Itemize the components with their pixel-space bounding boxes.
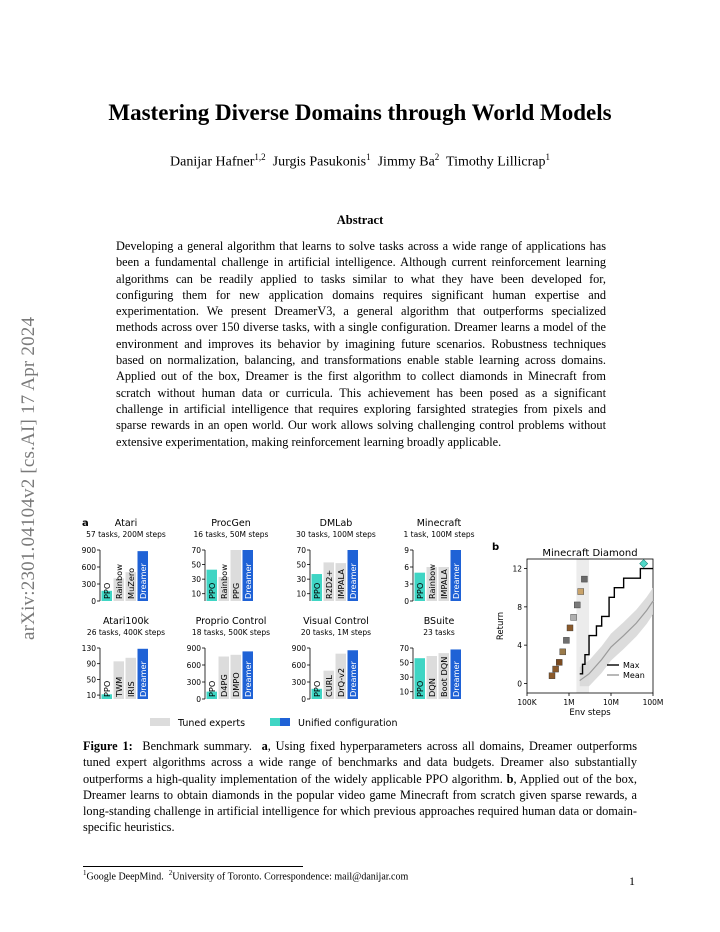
y-tick-label: 10 xyxy=(191,589,201,599)
abstract-text: Developing a general algorithm that learns to solve tasks across a wide range of applications has been a fundamental challenge in artificial intelligence. Although current reinforcement learning algorithms can be readily applied to tasks similar to what they have been developed for, configuring them for new application domains requires significant human expertise and experimentation. We present DreamerV3, a general algorithm that outperforms specialized methods across over 150 diverse tasks, with a single configuration. Dreamer learns a model of the environment and improves its behavior by imagining future scenarios. Robustness techniques based on normalization, balancing, and transformations enable stable learning across domains. Applied out of the box, Dreamer is the first algorithm to collect diamonds in Minecraft from scratch without human data or curricula. This achievement has been posed as a significant challenge in artificial intelligence that requires exploring farsighted strategies from pixels and sparse rewards in an open world. Our work allows solving challenging control problems without extensive experimentation, making reinforcement learning broadly applicable. xyxy=(116,239,606,449)
bar-label: TWM xyxy=(113,676,124,697)
chart-subtitle: 57 tasks, 200M steps xyxy=(86,530,166,539)
paper-title: Mastering Diverse Domains through World Models xyxy=(108,100,612,125)
panel-b-label: b xyxy=(492,542,500,553)
y-tick-label: 9 xyxy=(404,546,409,555)
y-tick-label: 0 xyxy=(91,597,96,606)
bar-label: Dreamer xyxy=(347,661,358,697)
bar-chart-panel xyxy=(292,616,371,704)
bar-label: PPG xyxy=(230,582,241,599)
bar-label: MuZero xyxy=(125,567,136,599)
caption-b-label: b xyxy=(506,771,514,786)
minecraft-item-icon xyxy=(563,637,569,643)
y-tick-label: 600 xyxy=(81,563,96,572)
minecraft-item-icon xyxy=(556,659,562,665)
bar-label: Dreamer xyxy=(242,563,253,599)
bar-chart-panel xyxy=(191,518,268,601)
bar-label: PPO xyxy=(414,680,425,697)
footnote-mark: 2 xyxy=(168,869,173,877)
bar-label: CURL xyxy=(323,675,334,697)
y-tick-label: 10 xyxy=(399,687,409,697)
footnote-affiliation: University of Toronto. Correspondence: mail@danijar.com xyxy=(172,871,409,883)
benchmark-bar-charts xyxy=(82,518,475,704)
y-tick-label: 12 xyxy=(512,564,522,574)
abstract-heading: Abstract xyxy=(336,213,384,227)
chart-title: Minecraft Diamond xyxy=(542,548,638,559)
y-tick-label: 4 xyxy=(517,641,522,651)
chart-subtitle: 18 tasks, 500K steps xyxy=(191,628,271,637)
footnote xyxy=(83,869,408,882)
minecraft-item-icon xyxy=(571,614,577,620)
bar-label: PPO xyxy=(206,582,217,599)
author-list xyxy=(0,152,720,171)
x-tick-label: 100M xyxy=(642,698,664,707)
legend-swatch-dreamer xyxy=(280,718,290,726)
caption-b-text: , Applied out of the box, Dreamer learns to obtain diamonds in the popular video game Minecraft from scratch given sparse rewards, a long-standing challenge in artificial intelligence for which previous approaches required human data or domain-specific heuristics. xyxy=(83,771,637,835)
bar-chart-panel xyxy=(296,518,376,601)
y-tick-label: 50 xyxy=(399,658,409,668)
bar-label: Dreamer xyxy=(347,563,358,599)
bar-label: Dreamer xyxy=(450,661,461,697)
y-tick-label: 90 xyxy=(86,659,96,669)
bar-chart-panel xyxy=(399,616,461,699)
bar-chart-panel xyxy=(82,616,165,700)
bar-label: PPO xyxy=(311,582,322,599)
figure-caption xyxy=(83,738,637,836)
y-tick-label: 30 xyxy=(191,575,201,585)
chart-subtitle: 20 tasks, 1M steps xyxy=(300,628,372,637)
y-tick-label: 130 xyxy=(81,644,96,653)
y-tick-label: 70 xyxy=(296,546,306,555)
legend-swatch-tuned xyxy=(150,718,170,726)
minecraft-item-icon xyxy=(578,589,584,595)
bar-label: Dreamer xyxy=(450,563,461,599)
y-tick-label: 0 xyxy=(404,597,409,606)
legend-label-tuned: Tuned experts xyxy=(178,718,246,729)
author-affiliation: 1 xyxy=(366,152,371,162)
y-tick-label: 3 xyxy=(404,580,409,589)
author-affiliation: 2 xyxy=(434,152,440,162)
diamond-icon xyxy=(640,560,648,568)
x-tick-label: 100K xyxy=(517,698,537,707)
bar-label: Rainbow xyxy=(218,564,229,599)
legend-label: Mean xyxy=(623,671,645,680)
y-tick-label: 300 xyxy=(81,580,96,589)
y-tick-label: 6 xyxy=(404,563,409,572)
bar-label: Rainbow xyxy=(426,564,437,599)
footnote-rule xyxy=(83,866,303,867)
author-name: Danijar Hafner xyxy=(170,154,255,170)
y-tick-label: 600 xyxy=(186,661,201,670)
caption-lead: Benchmark summary. xyxy=(142,739,252,753)
footnote-mark: 1 xyxy=(83,869,87,877)
y-tick-label: 300 xyxy=(291,678,306,687)
arxiv-identifier: arXiv:2301.04104v2 [cs.AI] 17 Apr 2024 xyxy=(18,316,39,640)
bar-label: Dreamer xyxy=(137,563,148,599)
legend-swatch-unified xyxy=(270,718,280,726)
x-tick-label: 1M xyxy=(563,698,575,707)
minecraft-item-icon xyxy=(567,625,573,631)
figure-legend xyxy=(150,718,398,729)
y-tick-label: 600 xyxy=(291,661,306,670)
footnote-affiliation: Google DeepMind. xyxy=(86,871,164,883)
bar-label: DMPO xyxy=(230,672,241,697)
y-tick-label: 900 xyxy=(81,546,96,555)
y-tick-label: 70 xyxy=(399,644,409,653)
page-number: 1 xyxy=(629,874,635,888)
bar-label: IMPALA xyxy=(438,569,449,599)
chart-title: Proprio Control xyxy=(195,616,267,627)
bar-label: PPO xyxy=(414,582,425,599)
y-tick-label: 0 xyxy=(301,695,306,704)
bar-label: Rainbow xyxy=(113,564,124,599)
bar-label: R2D2+ xyxy=(323,569,334,599)
y-tick-label: 50 xyxy=(86,675,96,685)
y-tick-label: 50 xyxy=(191,560,201,570)
y-tick-label: 10 xyxy=(86,691,96,701)
x-axis-label: Env steps xyxy=(569,708,611,718)
author-affiliation: 1 xyxy=(545,152,550,162)
bar-label: D4PG xyxy=(218,674,229,697)
caption-label: Figure 1: xyxy=(83,739,133,753)
y-tick-label: 300 xyxy=(186,678,201,687)
minecraft-item-icon xyxy=(574,602,580,608)
author-name: Jurgis Pasukonis xyxy=(272,154,367,170)
author-name: Timothy Lillicrap xyxy=(446,154,546,170)
chart-subtitle: 30 tasks, 100M steps xyxy=(296,530,376,539)
bar-label: PPO xyxy=(206,680,217,697)
bar-label: IRIS xyxy=(125,681,136,697)
panel-a-label: a xyxy=(82,518,89,529)
chart-subtitle: 26 tasks, 400K steps xyxy=(86,628,166,637)
y-tick-label: 10 xyxy=(296,589,306,599)
chart-subtitle: 16 tasks, 50M steps xyxy=(193,530,269,539)
bar-label: PPO xyxy=(311,680,322,697)
bar-label: DrQ-v2 xyxy=(335,667,346,697)
bar-label: PPO xyxy=(101,582,112,599)
chart-title: DMLab xyxy=(319,518,353,529)
y-tick-label: 70 xyxy=(191,546,201,555)
bar-label: Boot DQN xyxy=(438,656,449,697)
bar-chart-panel xyxy=(82,518,166,606)
chart-title: Visual Control xyxy=(303,616,369,627)
chart-subtitle: 1 task, 100M steps xyxy=(403,530,475,539)
minecraft-item-icon xyxy=(553,666,559,672)
minecraft-item-icon xyxy=(549,673,555,679)
y-tick-label: 0 xyxy=(196,695,201,704)
y-tick-label: 30 xyxy=(296,575,306,585)
y-tick-label: 900 xyxy=(186,644,201,653)
caption-a-label: a xyxy=(261,739,268,753)
bar-label: Dreamer xyxy=(242,661,253,697)
chart-title: ProcGen xyxy=(211,518,251,529)
minecraft-diamond-chart xyxy=(496,548,663,718)
chart-title: BSuite xyxy=(423,616,455,627)
y-tick-label: 8 xyxy=(517,602,522,612)
author-name: Jimmy Ba xyxy=(377,154,435,170)
bar-label: IMPALA xyxy=(335,569,346,599)
minecraft-item-icon xyxy=(581,576,587,582)
y-tick-label: 30 xyxy=(399,673,409,683)
chart-title: Atari100k xyxy=(102,616,150,627)
chart-title: Atari xyxy=(114,518,138,529)
bar-label: Dreamer xyxy=(137,661,148,697)
author-affiliation: 1,2 xyxy=(254,152,266,162)
x-tick-label: 10M xyxy=(602,698,620,707)
y-tick-label: 900 xyxy=(291,644,306,653)
y-axis-label: Return xyxy=(496,611,506,641)
legend-label-unified: Unified configuration xyxy=(298,718,398,729)
y-tick-label: 50 xyxy=(296,560,306,570)
bar-chart-panel xyxy=(187,616,270,704)
bar-chart-panel xyxy=(403,518,474,606)
y-tick-label: 0 xyxy=(517,679,522,689)
figure-1 xyxy=(80,512,664,737)
legend-label: Max xyxy=(623,661,640,670)
bar-label: DQN xyxy=(426,678,437,697)
bar-label: PPO xyxy=(101,680,112,697)
minecraft-item-icon xyxy=(560,649,566,655)
caption-a-text: , Using fixed hyperparameters across all domains, Dreamer outperforms tuned expert algorithms across a wide range of benchmarks and data budgets. Dreamer also substantially outperforms a high-quality implementation of the widely applicable PPO algorithm. xyxy=(83,739,637,786)
chart-title: Minecraft xyxy=(416,518,462,529)
chart-subtitle: 23 tasks xyxy=(423,628,455,637)
